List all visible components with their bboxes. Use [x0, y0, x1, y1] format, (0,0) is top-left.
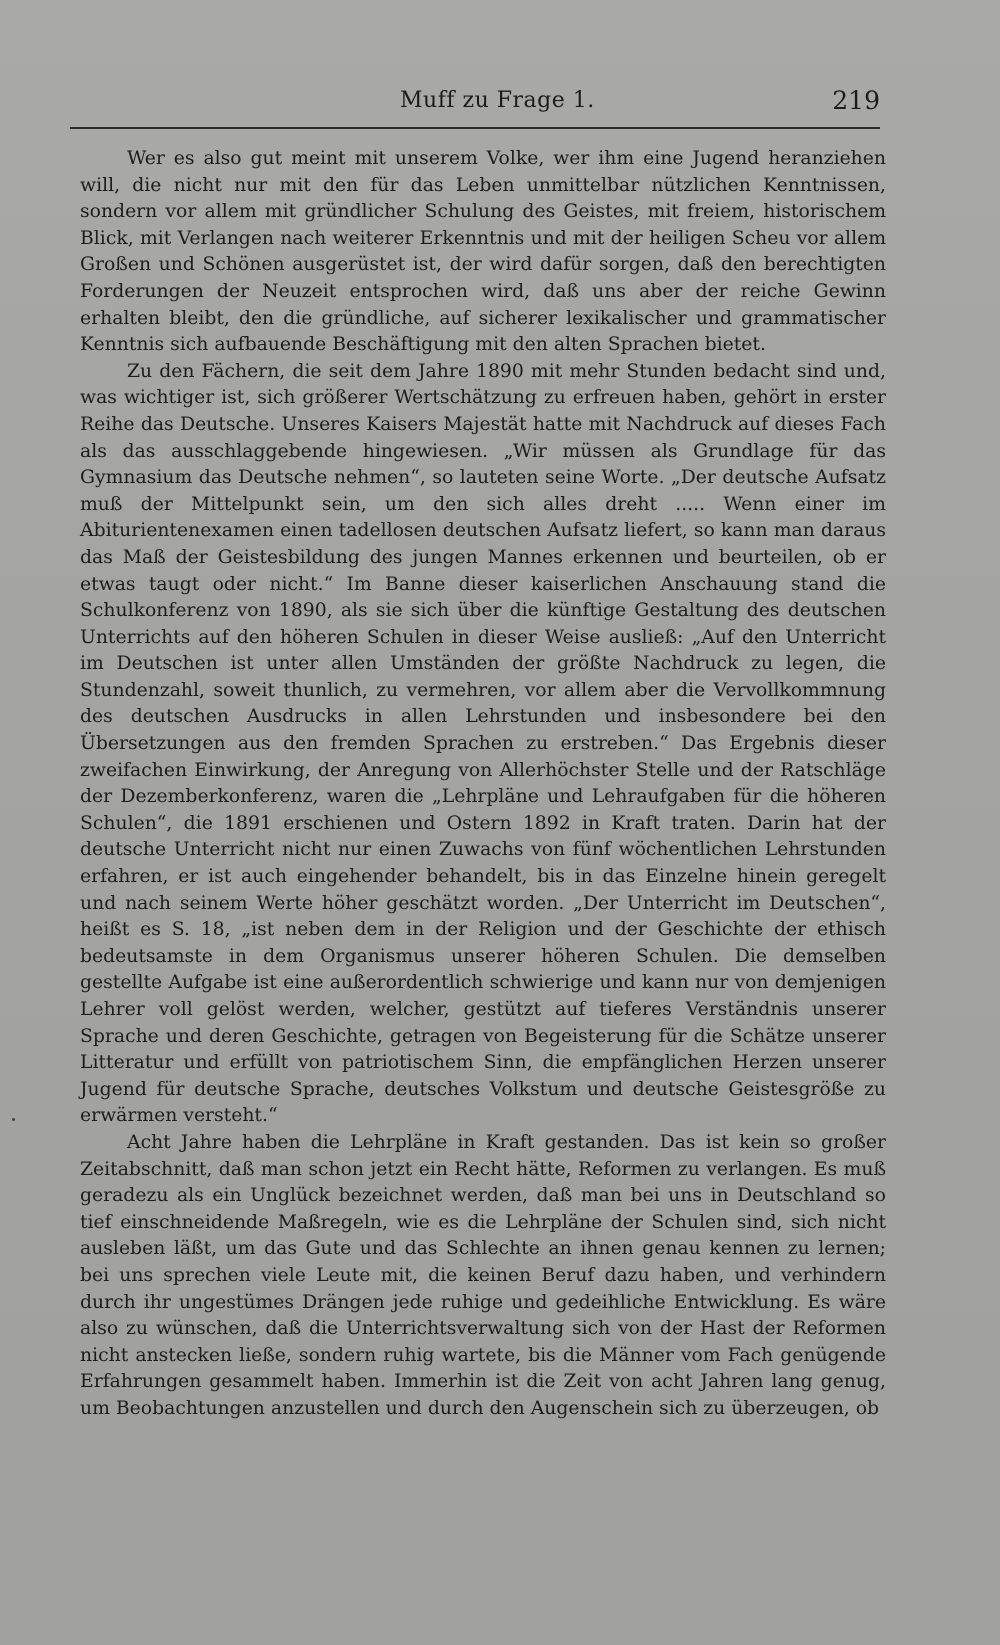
running-title: Muff zu Frage 1. [400, 88, 595, 113]
header-rule [70, 127, 880, 129]
page-number: 219 [832, 86, 880, 115]
body-text [80, 146, 886, 1423]
paragraph: Acht Jahre haben die Lehrpläne in Kraft gestanden. Das ist kein so großer Zeitabschnitt, daß man schon jetzt ein Recht hätte, Reformen zu verlangen. Es muß geradezu als ein Unglück bezeichnet werden, daß man bei uns in Deutschland so tief einschneidende Maßregeln, wie es die Lehrpläne der Schulen sind, sich nicht ausleben läßt, um das Gute und das Schlechte an ihnen genau kennen zu lernen; bei uns sprechen viele Leute mit, die keinen Beruf dazu haben, und verhindern durch ihr ungestümes Drängen jede ruhige und gedeihliche Entwicklung. Es wäre also zu wünschen, daß die Unterrichtsverwaltung sich von der Hast der Reformen nicht anstecken ließe, sondern ruhig wartete, bis die Männer vom Fach genügende Erfahrungen gesammelt haben. Immerhin ist die Zeit von acht Jahren lang genug, um Beobachtungen anzustellen und durch den Augenschein sich zu überzeugen, ob [80, 1131, 886, 1419]
margin-speck [12, 1118, 15, 1121]
running-head [70, 84, 880, 124]
paragraph: Zu den Fächern, die seit dem Jahre 1890 mit mehr Stunden bedacht sind und, was wichtiger ist, sich größerer Wertschätzung zu erfreuen haben, gehört in erster Reihe das Deutsche. Unseres Kaisers Majestät hatte mit Nachdruck auf dieses Fach als das ausschlaggebende hingewiesen. „Wir müssen als Grundlage für das Gymnasium das Deutsche nehmen“, so lauteten seine Worte. „Der deutsche Aufsatz muß der Mittelpunkt sein, um den sich alles dreht ..... Wenn einer im Abiturientenexamen einen tadellosen deutschen Aufsatz liefert, so kann man daraus das Maß der Geistesbildung des jungen Mannes erkennen und beurteilen, ob er etwas taugt oder nicht.“ Im Banne dieser kaiserlichen Anschauung stand die Schulkonferenz von 1890, als sie sich über die künftige Gestaltung des deutschen Unterrichts auf den höheren Schulen in dieser Weise ausließ: „Auf den Unterricht im Deutschen ist unter allen Umständen der größte Nachdruck zu legen, die Stundenzahl, soweit thunlich, zu vermehren, vor allem aber die Vervollkommnung des deutschen Ausdrucks in allen Lehrstunden und insbesondere bei den Übersetzungen aus den fremden Sprachen zu erstreben.“ Das Ergebnis dieser zweifachen Einwirkung, der Anregung von Allerhöchster Stelle und der Ratschläge der Dezemberkonferenz, waren die „Lehrpläne und Lehraufgaben für die höheren Schulen“, die 1891 erschienen und Ostern 1892 in Kraft traten. Darin hat der deutsche Unterricht nicht nur einen Zuwachs von fünf wöchentlichen Lehrstunden erfahren, er ist auch eingehender behandelt, bis in das Einzelne hinein geregelt und nach seinem Werte höher geschätzt worden. „Der Unterricht im Deutschen“, heißt es S. 18, „ist neben dem in der Religion und der Geschichte der ethisch bedeutsamste in dem Organismus unserer höheren Schulen. Die demselben gestellte Aufgabe ist eine außerordentlich schwierige und kann nur von demjenigen Lehrer voll gelöst werden, welcher, gestützt auf tieferes Verständnis unserer Sprache und deren Geschichte, getragen von Begeisterung für die Schätze unserer Litteratur und erfüllt von patriotischem Sinn, die empfänglichen Herzen unserer Jugend für deutsche Sprache, deutsches Volkstum und deutsche Geistesgröße zu erwärmen versteht.“ [80, 360, 886, 1127]
paragraph: Wer es also gut meint mit unserem Volke, wer ihm eine Jugend heranziehen will, die nicht nur mit den für das Leben unmittelbar nützlichen Kenntnissen, sondern vor allem mit gründlicher Schulung des Geistes, mit freiem, historischem Blick, mit Verlangen nach weiterer Erkenntnis und mit der heiligen Scheu vor allem Großen und Schönen ausgerüstet ist, der wird dafür sorgen, daß den berechtigten Forderungen der Neuzeit entsprochen wird, daß uns aber der reiche Gewinn erhalten bleibt, den die gründliche, auf sicherer lexikalischer und grammatischer Kenntnis sich aufbauende Beschäftigung mit den alten Sprachen bietet. [80, 148, 886, 356]
